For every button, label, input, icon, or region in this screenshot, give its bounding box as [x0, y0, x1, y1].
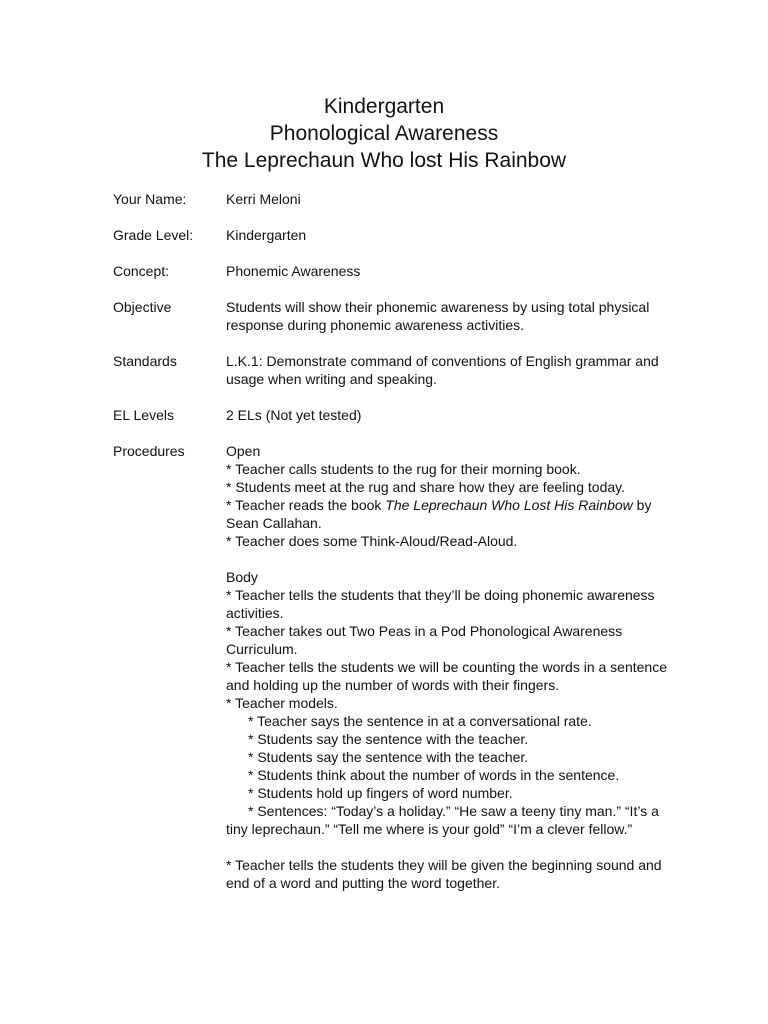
procedure-step: * Teacher tells the students that they’ll be doing phonemic awareness activities.: [226, 587, 655, 621]
field-row-concept: [113, 262, 673, 280]
field-value: L.K.1: Demonstrate command of conventions of English grammar and usage when writing and speaking.: [226, 353, 659, 387]
field-row-standards: [113, 352, 673, 388]
procedures-content: [226, 442, 673, 892]
field-label: Grade Level:: [113, 227, 194, 243]
title-subject: Phonological Awareness: [269, 122, 499, 145]
procedure-step: * Teacher does some Think-Aloud/Read-Aloud.: [226, 533, 518, 549]
field-row-grade: [113, 226, 673, 244]
procedure-substep: * Students say the sentence with the teacher.: [248, 731, 529, 747]
procedure-step: * Students meet at the rug and share how they are feeling today.: [226, 479, 625, 495]
procedure-step: * Teacher tells the students we will be counting the words in a sentence and holding up the number of words with their fingers.: [226, 659, 667, 693]
title-lesson: The Leprechaun Who lost His Rainbow: [201, 149, 567, 172]
sentences-first-line: * Sentences: “Today’s a holiday.” “He saw a teeny tiny man.”: [248, 803, 621, 819]
field-row-el-levels: [113, 406, 673, 424]
field-row-name: [113, 190, 673, 208]
field-label: Concept:: [113, 263, 170, 279]
step-text: by Sean Callahan.: [226, 497, 652, 531]
spacer: [226, 550, 673, 568]
field-row-procedures: [113, 442, 673, 892]
document-title: [0, 93, 768, 174]
field-row-objective: [113, 298, 673, 334]
field-label: Your Name:: [113, 191, 187, 207]
procedure-substep: * Teacher says the sentence in at a conversational rate.: [248, 713, 592, 729]
section-heading-body: Body: [226, 569, 258, 585]
spacer: [226, 838, 673, 856]
field-value: 2 ELs (Not yet tested): [226, 407, 362, 423]
field-value: Phonemic Awareness: [226, 263, 361, 279]
field-label: Objective: [113, 299, 172, 315]
lesson-fields: [113, 190, 673, 910]
procedure-step: * Teacher calls students to the rug for their morning book.: [226, 461, 581, 477]
example-sentences: [226, 802, 673, 838]
field-value: Students will show their phonemic awareness by using total physical response during phonemic awareness activities.: [226, 299, 650, 333]
procedure-step: * Teacher tells the students they will be given the beginning sound and end of a word and putting the word together.: [226, 857, 662, 891]
step-text: * Teacher reads the book: [226, 497, 386, 513]
section-heading-open: Open: [226, 443, 261, 459]
procedure-substep: * Students say the sentence with the teacher.: [248, 749, 529, 765]
field-label: Procedures: [113, 443, 185, 459]
procedure-substep: * Students hold up fingers of word number.: [248, 785, 513, 801]
procedure-step: * Teacher models.: [226, 695, 338, 711]
procedure-step-book: [226, 496, 673, 532]
sentences-continued: “It’s a tiny leprechaun.” “Tell me where is your gold” “I’m a clever fellow.”: [226, 803, 659, 837]
field-label: EL Levels: [113, 407, 174, 423]
procedure-substep: * Students think about the number of words in the sentence.: [248, 767, 620, 783]
procedure-step: * Teacher takes out Two Peas in a Pod Phonological Awareness Curriculum.: [226, 623, 623, 657]
title-grade: Kindergarten: [323, 95, 445, 118]
book-title: The Leprechaun Who Lost His Rainbow: [385, 497, 633, 513]
field-label: Standards: [113, 353, 177, 369]
field-value: Kindergarten: [226, 227, 307, 243]
field-value: Kerri Meloni: [226, 191, 301, 207]
